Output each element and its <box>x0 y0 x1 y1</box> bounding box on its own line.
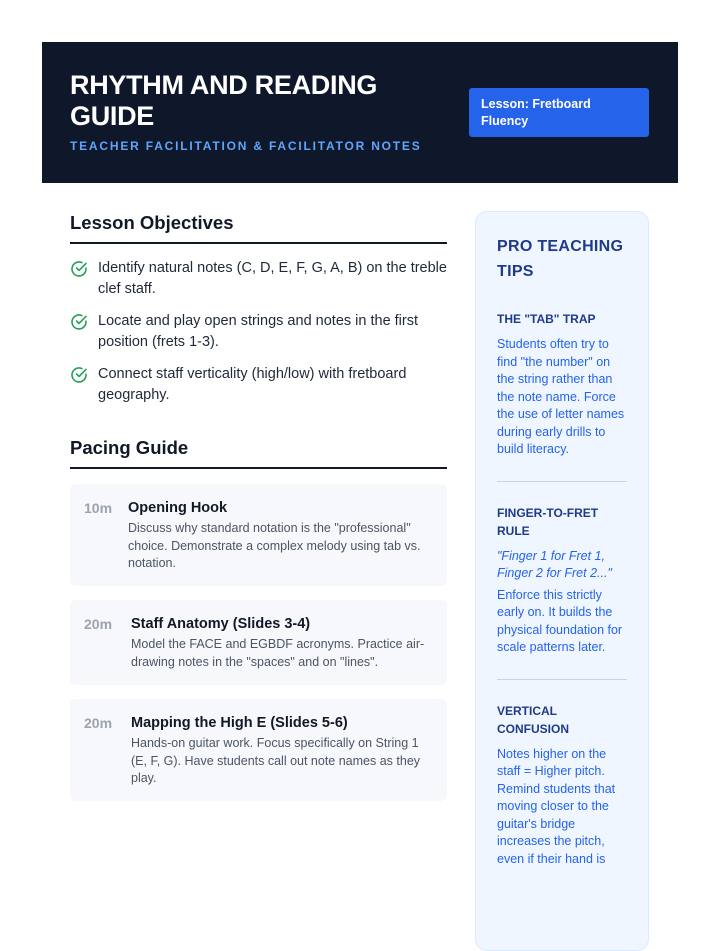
sidebar-title: PRO TEACHING TIPS <box>497 238 624 280</box>
page-subtitle: TEACHER FACILITATION & FACILITATOR NOTES <box>70 139 422 153</box>
check-circle-icon <box>70 260 88 278</box>
objective-text: Identify natural notes (C, D, E, F, G, A, B) on the treble clef staff. <box>98 260 447 297</box>
objective-item <box>70 364 447 406</box>
tips-sidebar <box>475 211 649 951</box>
tip-title: FINGER-TO-FRET RULE <box>497 505 599 538</box>
pacing-title: Mapping the High E (Slides 5-6) <box>131 715 348 731</box>
objective-text: Connect staff verticality (high/low) with fretboard geography. <box>98 366 407 403</box>
objective-text: Locate and play open strings and notes in the first position (frets 1-3). <box>98 313 419 350</box>
tip-block <box>497 310 627 459</box>
tip-text: Students often try to find "the number" on the string rather than the note name. Force the use of letter names during early drills to build literacy. <box>497 337 625 456</box>
pacing-heading: Pacing Guide <box>70 437 447 469</box>
tip-quote: "Finger 1 for Fret 1, Finger 2 for Fret 2..." <box>497 548 612 580</box>
tip-title: THE "TAB" TRAP <box>497 312 596 326</box>
pacing-time: 20m <box>84 616 113 632</box>
page-header <box>42 42 678 183</box>
pacing-time: 20m <box>84 715 113 731</box>
objective-item <box>70 258 447 300</box>
divider <box>497 481 627 482</box>
check-circle-icon <box>70 313 88 331</box>
pacing-card <box>70 600 447 685</box>
objectives-heading: Lesson Objectives <box>70 212 447 244</box>
pacing-card <box>70 484 447 586</box>
pacing-description: Discuss why standard notation is the "professional" choice. Demonstrate a complex melody using tab vs. notation. <box>128 521 421 570</box>
check-circle-icon <box>70 366 88 384</box>
pacing-description: Model the FACE and EGBDF acronyms. Practice air-drawing notes in the "spaces" and on "lines". <box>131 637 425 669</box>
pacing-card <box>70 699 447 801</box>
tip-block <box>497 504 627 657</box>
tip-text: Notes higher on the staff = Higher pitch. Remind students that moving closer to the guitar's bridge increases the pitch, even if their hand is <box>497 746 616 866</box>
pacing-time: 10m <box>84 500 113 516</box>
page-title: RHYTHM AND READING GUIDE <box>70 70 378 131</box>
tip-title: VERTICAL CONFUSION <box>497 703 569 736</box>
tip-block <box>497 702 627 869</box>
objective-item <box>70 311 447 353</box>
pacing-title: Opening Hook <box>128 500 228 516</box>
tip-text: Enforce this strictly early on. It builds the physical foundation for scale patterns later. <box>497 587 623 654</box>
objectives-list <box>70 258 447 417</box>
pacing-title: Staff Anatomy (Slides 3-4) <box>131 616 311 632</box>
lesson-badge: Lesson: Fretboard Fluency <box>469 88 649 137</box>
pacing-description: Hands-on guitar work. Focus specifically on String 1 (E, F, G). Have students call out note names as they play. <box>131 736 421 785</box>
divider <box>497 679 627 680</box>
